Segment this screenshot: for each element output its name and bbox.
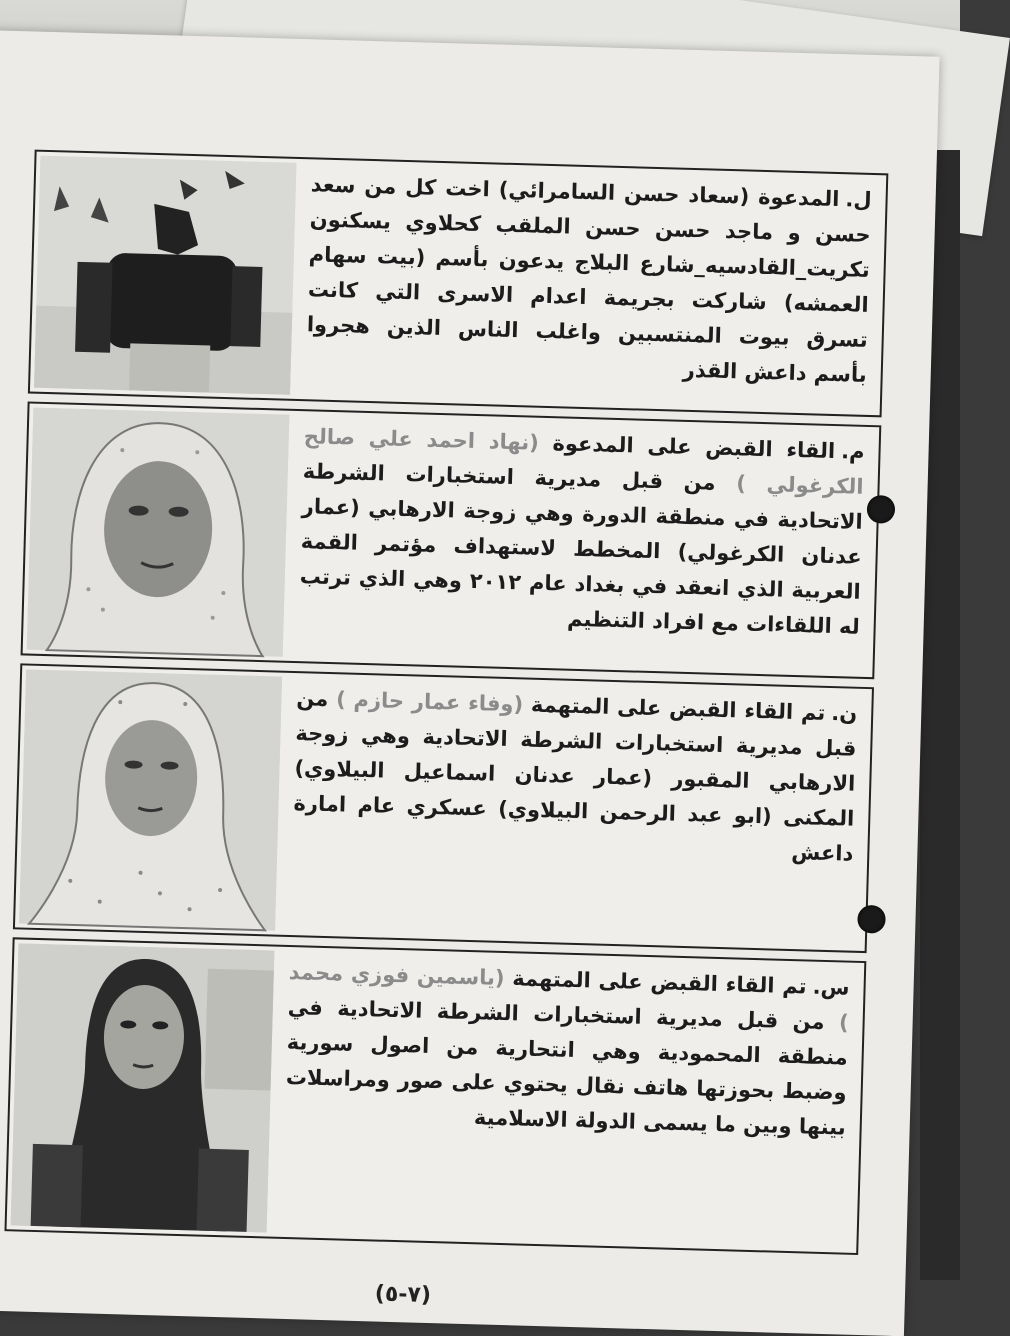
page-number: (٧-٥) xyxy=(374,1281,432,1309)
entry-s xyxy=(4,937,866,1255)
entry-n xyxy=(13,663,874,953)
entry-name: (ياسمين فوزي محمد ) xyxy=(288,959,849,1035)
photo-yasmin-image xyxy=(11,943,275,1232)
entry-body-before: تم القاء القبض على المتهمة xyxy=(530,692,826,725)
entry-body-before: القاء القبض على المدعوة xyxy=(552,431,836,464)
entry-letter: ن. xyxy=(831,701,858,726)
photo-nihad-image xyxy=(27,408,290,657)
entry-letter: ل. xyxy=(845,187,872,212)
photo-saad xyxy=(34,156,296,395)
entry-name: (نهاد احمد علي صالح الكرغولي ) xyxy=(303,424,864,499)
photo-wafaa xyxy=(19,670,282,931)
entry-n-text xyxy=(292,681,858,872)
entry-body-after: من قبل مديرية استخبارات الشرطة الاتحادية وهي زوجة الارهابي المقبور (عمار عدنان اسماعيل البيلاوي) المكنى (ابو عبد الرحمن البيلاوي) عسكري عام امارة داعش xyxy=(293,686,857,866)
entry-body: المدعوة (سعاد حسن السامرائي) اخت كل من سعد حسن و ماجد حسن حسن الملقب كحلاوي يسكنون تكريت_القادسيه_شارع البلاج يدعون بأسم (بيت سهام العمشه) شاركت بجريمة اعدام الاسرى التي كانت تسرق بيوت المنتسبين واغلب الناس الذين هجروا بأسم داعش القذر xyxy=(306,172,871,387)
photo-wafaa-image xyxy=(19,670,282,931)
entry-s-text xyxy=(284,955,850,1146)
photo-nihad xyxy=(27,408,290,657)
binder-hole xyxy=(867,495,896,524)
entry-letter: م. xyxy=(840,439,865,464)
document-page xyxy=(0,30,940,1336)
entry-body-before: تم القاء القبض على المتهمة xyxy=(512,966,807,999)
photo-saad-image xyxy=(34,156,296,395)
entry-m-text xyxy=(298,419,865,645)
entry-letter: س. xyxy=(812,974,850,1000)
entry-m xyxy=(21,401,882,679)
entry-body-after: من قبل مديرية استخبارات الشرطة الاتحادية في منطقة الدورة وهي زوجة الارهابي (عمار عدنان الكرغولي) المخطط لاستهداف مؤتمر القمة العربية الذي انعقد في بغداد عام ٢٠١٢ وهي الذي ترتب له اللقاءات مع افراد التنظيم xyxy=(299,459,863,639)
photo-yasmin xyxy=(11,943,275,1232)
entry-body-after: من قبل مديرية استخبارات الشرطة الاتحادية في منطقة المحمودية وهي انتحارية من اصول سورية وضبط بحوزتها هاتف نقال يحتوي على صور ومراسلات بينها وبين ما يسمى الدولة الاسلامية xyxy=(285,994,848,1140)
binder-hole xyxy=(857,905,886,934)
entry-name: (وفاء عمار حازم ) xyxy=(335,687,524,717)
entry-l xyxy=(28,150,888,418)
entry-l-text xyxy=(305,167,872,393)
